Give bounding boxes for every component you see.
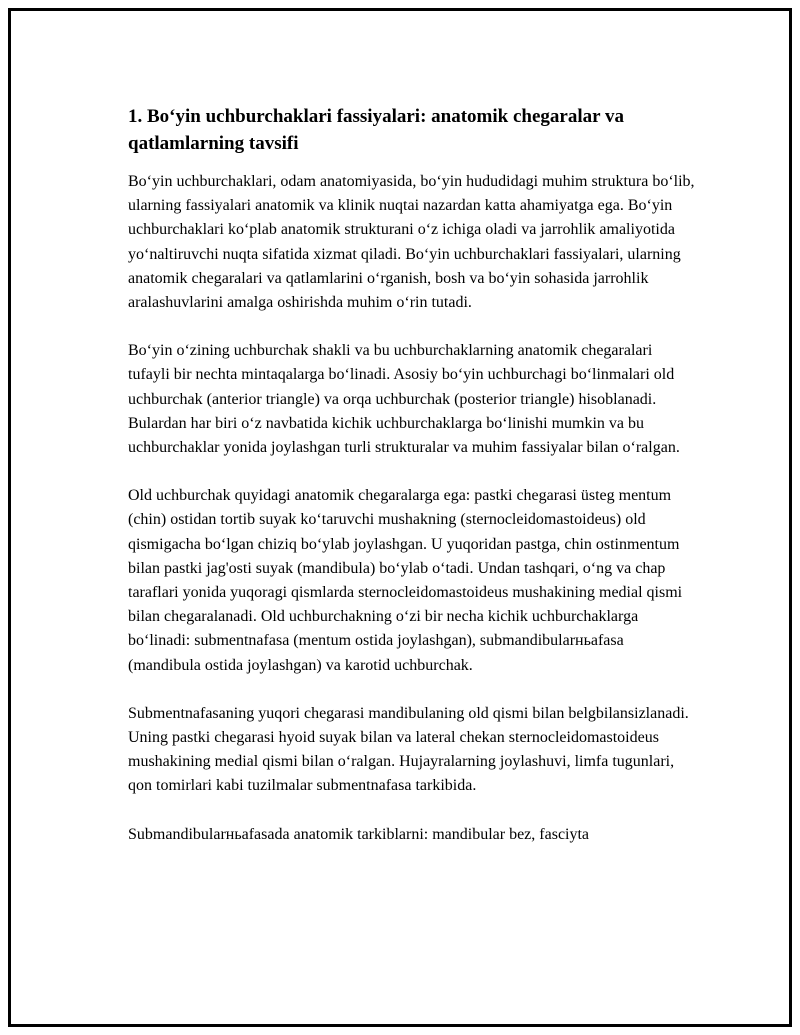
document-body bbox=[128, 103, 698, 847]
document-title: 1. Bo‘yin uchburchaklari fassiyalari: anatomik chegaralar va qatlamlarning tavsifi bbox=[128, 106, 624, 154]
page-frame bbox=[8, 8, 792, 1027]
paragraph-2: Bo‘yin o‘zining uchburchak shakli va bu uchburchaklarning anatomik chegaralari tufayli bir nechta mintaqalarga bo‘linadi. Asosiy bo‘yin uchburchagi bo‘linmalari old uchburchak (anterior triangle) va orqa uchburchak (posterior triangle) hisoblanadi. Bulardan har biri o‘z navbatida kichik uchburchaklarga bo‘linishi mumkin va bu uchburchaklar yonida joylashgan turli strukturalar va muhim fassiyalar bilan o‘ralgan. bbox=[128, 342, 680, 457]
paragraph-5: Submandibularньafasada anatomik tarkiblarni: mandibular bez, fasciyta bbox=[128, 825, 590, 843]
paragraph-3: Old uchburchak quyidagi anatomik chegaralarga ega: pastki chegarasi üsteg mentum (chin) ostidan tortib suyak ko‘taruvchi mushakning (sternocleidomastoideus) old qismigacha bo‘lgan chiziq bo‘ylab joylashgan. U yuqoridan pastga, chin ostinmentum bilan pastki jag'osti suyak (mandibula) bo‘ylab o‘tadi. Undan tashqari, o‘ng va chap taraflari yonida yuqoragi qismlarda sternocleidomastoideus mushakining medial qismi bilan chegaralanadi. Old uchburchakning o‘zi bir necha kichik uchburchaklarga bo‘linadi: submentnafasa (mentum ostida joylashgan), submandibularньafasa (mandibula ostida joylashgan) va karotid uchburchak. bbox=[128, 487, 683, 674]
paragraph-1: Bo‘yin uchburchaklari, odam anatomiyasida, bo‘yin hududidagi muhim struktura bo‘lib, ularning fassiyalari anatomik va klinik nuqtai nazardan katta ahamiyatga ega. Bo‘yin uchburchaklari ko‘plab anatomik strukturani o‘z ichiga oladi va jarrohlik amaliyotida yo‘naltiruvchi nuqta sifatida xizmat qiladi. Bo‘yin uchburchaklari fassiyalari, ularning anatomik chegaralari va qatlamlarini o‘rganish, bosh va bo‘yin sohasida jarrohlik aralashuvlarini amalga oshirishda muhim o‘rin tutadi. bbox=[128, 173, 695, 312]
paragraph-4: Submentnafasaning yuqori chegarasi mandibulaning old qismi bilan belgbilansizlanadi. Uning pastki chegarasi hyoid suyak bilan va lateral chekan sternocleidomastoideus mushakining medial qismi bilan o‘ralgan. Hujayralarning joylashuvi, limfa tugunlari, qon tomirlari kabi tuzilmalar submentnafasa tarkibida. bbox=[128, 704, 689, 795]
